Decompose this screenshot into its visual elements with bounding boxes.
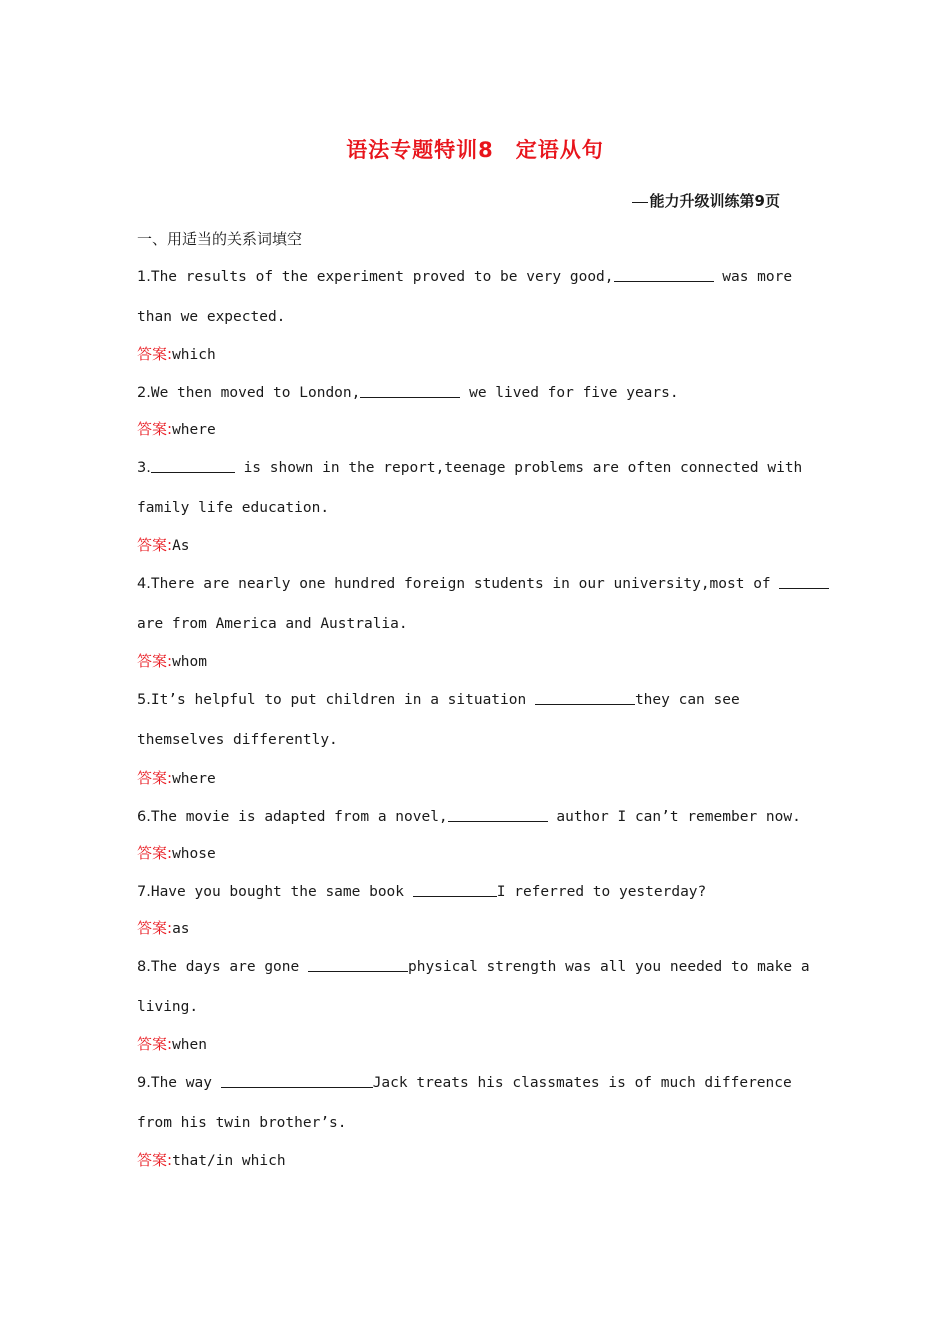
question-3-line-1 [137, 457, 802, 478]
answer-4-value: whom [172, 654, 207, 670]
answer-6 [137, 843, 216, 864]
question-5-number: 5. [137, 692, 151, 708]
answer-8 [137, 1034, 207, 1055]
answer-3-label: 答案: [137, 536, 173, 554]
question-5-text-after: they can see [634, 692, 740, 708]
question-6-blank [448, 807, 548, 822]
answer-7 [137, 918, 190, 939]
answer-5-value: where [172, 771, 216, 787]
question-7-line-1 [137, 881, 706, 902]
question-9-line-2: from his twin brother’s. [137, 1115, 347, 1131]
answer-6-label: 答案: [137, 844, 173, 862]
question-2-number: 2. [137, 385, 151, 401]
question-5-text-before: It’s helpful to put children in a situation [150, 692, 535, 708]
subtitle-underline [632, 202, 648, 203]
question-9-text-before: The way [150, 1075, 221, 1091]
question-4-blank [779, 574, 829, 589]
answer-8-label: 答案: [137, 1035, 173, 1053]
section-heading: 一、用适当的关系词填空 [137, 230, 303, 248]
question-3-number: 3. [137, 460, 151, 476]
question-3-text-after: is shown in the report,teenage problems are often connected with [234, 460, 803, 476]
question-6-text-after: author I can’t remember now. [547, 809, 801, 825]
question-1-number: 1. [137, 269, 151, 285]
question-8-line-1 [137, 956, 810, 977]
answer-6-value: whose [172, 846, 216, 862]
question-9-number: 9. [137, 1075, 151, 1091]
answer-7-label: 答案: [137, 919, 173, 937]
question-5-line-1 [137, 689, 740, 710]
answer-4 [137, 651, 207, 672]
answer-2-label: 答案: [137, 420, 173, 438]
answer-9-label: 答案: [137, 1151, 173, 1169]
question-3-line-2: family life education. [137, 500, 330, 516]
page-subtitle [632, 190, 780, 211]
question-3-blank [151, 458, 235, 473]
question-8-blank [308, 957, 408, 972]
subtitle-text: 能力升级训练第9页 [649, 192, 780, 210]
question-9-text-after: Jack treats his classmates is of much difference [372, 1075, 792, 1091]
question-2-text-after: we lived for five years. [460, 385, 679, 401]
question-1-blank [614, 267, 714, 282]
question-6-text-before: The movie is adapted from a novel, [150, 809, 448, 825]
question-1-text-after: was more [713, 269, 793, 285]
question-8-text-before: The days are gone [150, 959, 308, 975]
question-7-blank [413, 882, 497, 897]
answer-5 [137, 768, 216, 789]
question-1-line-2: than we expected. [137, 309, 286, 325]
question-4-number: 4. [137, 576, 151, 592]
answer-9 [137, 1150, 286, 1171]
question-1-text-before: The results of the experiment proved to be very good, [150, 269, 614, 285]
answer-3 [137, 535, 190, 556]
question-5-blank [535, 690, 635, 705]
answer-9-value: that/in which [172, 1153, 286, 1169]
answer-3-value: As [172, 538, 190, 554]
question-6-number: 6. [137, 809, 151, 825]
question-8-number: 8. [137, 959, 151, 975]
question-2-text-before: We then moved to London, [150, 385, 361, 401]
question-2-line-1 [137, 382, 679, 403]
answer-2-value: where [172, 422, 216, 438]
page-title: 语法专题特训8 定语从句 [346, 138, 604, 162]
answer-1-value: which [172, 347, 216, 363]
question-9-blank [221, 1073, 373, 1088]
question-5-line-2: themselves differently. [137, 732, 338, 748]
question-2-blank [360, 383, 460, 398]
question-8-line-2: living. [137, 999, 199, 1015]
question-1-line-1 [137, 266, 792, 287]
question-9-line-1 [137, 1072, 792, 1093]
question-7-number: 7. [137, 884, 151, 900]
answer-8-value: when [172, 1037, 207, 1053]
answer-4-label: 答案: [137, 652, 173, 670]
question-4-line-2: are from America and Australia. [137, 616, 408, 632]
answer-1 [137, 344, 216, 365]
answer-7-value: as [172, 921, 190, 937]
question-8-text-after: physical strength was all you needed to make a [407, 959, 810, 975]
answer-1-label: 答案: [137, 345, 173, 363]
answer-5-label: 答案: [137, 769, 173, 787]
answer-2 [137, 419, 216, 440]
question-4-text-before: There are nearly one hundred foreign students in our university,most of [150, 576, 780, 592]
question-4-line-1 [137, 573, 829, 594]
question-7-text-before: Have you bought the same book [150, 884, 413, 900]
question-6-line-1 [137, 806, 801, 827]
question-7-text-after: I referred to yesterday? [496, 884, 707, 900]
